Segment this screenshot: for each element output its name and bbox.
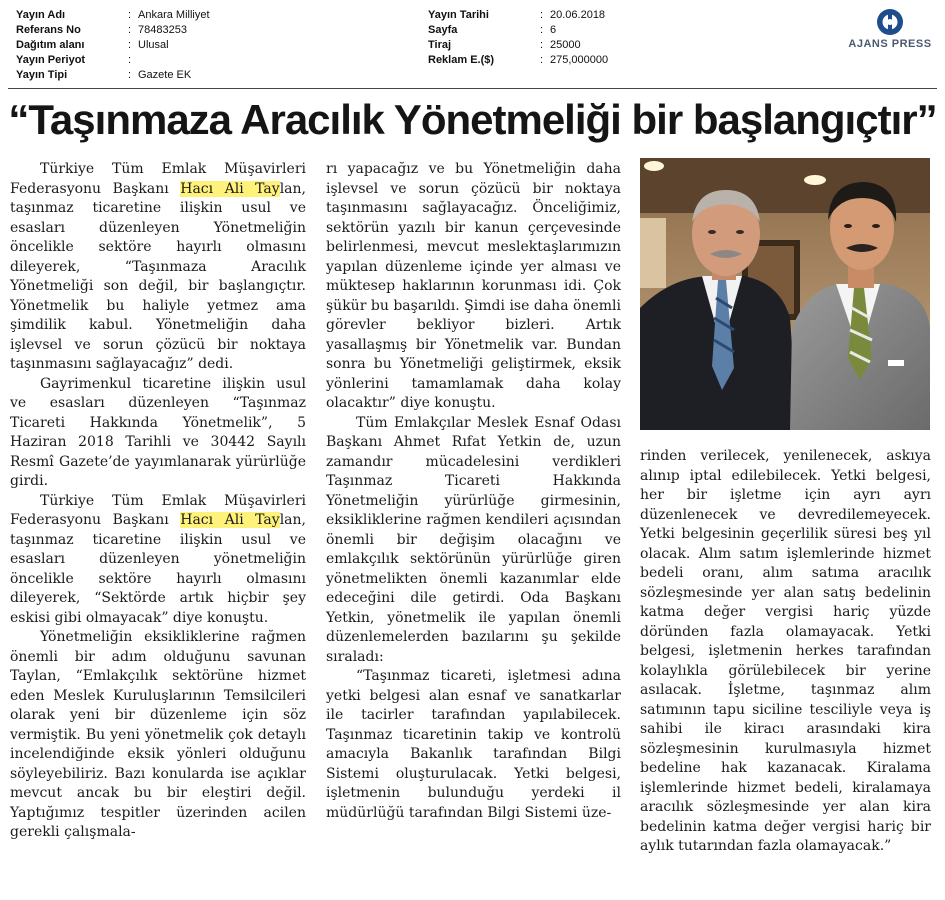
paragraph: Gayrimenkul ticaretine ilişkin usul ve esasları düzenleyen “Taşınmaz Ticareti Hakkında Yönetmelik”, 5 Haziran 2018 Tarihli ve 30442 Sayılı Resmî Gazete’de yayımlanarak yürürlüğe girdi. [10,375,306,489]
paragraph: rinden verilecek, yenilenecek, askıya alınıp iptal edilebilecek. Yetki belgesi, her bir işletme için ayrı ayrı düzenlenecek ve devredilemeyecek. Yetki belgesinin geçerlilik süresi beş yıl olacak. Alım satım işlemlerinde hizmet bedeli oranı, alım satıma aracılık sözleşmesinde yer alan satış bedelinin katma değer vergisi hariç yüzde döründen fazla olamayacak. Yetki belgesi, işletmenin herkes tarafından kolaylıkla görülebilecek bir yerine asılacak. İşletme, taşınmaz alım satımının tapu siciline tesciliyle veya iş sahibi ile kiracı arasındaki kira sözleşmesinin kurulmasıyla hizmet bedeline hak kazanacak. Kiralama işlemlerinde hizmet bedeli, kiralamaya aracılık sözleşmesinde yer alan kira bedelinin katma değer vergisi hariç bir aylık tutarından fazla olamayacak.” [640,448,931,854]
paragraph: Türkiye Tüm Emlak Müşavirleri Federasyonu Başkanı Hacı Ali Taylan, taşınmaz ticaretine ilişkin usul ve esasları düzenleyen yönetmeliğin öncelikle sektöre hayırlı olmasını dileyerek, “Sektörde artık hiçbir şey eskisi gibi olmayacak” diye konuştu. [10,492,306,626]
ajans-press-logo [840,8,940,54]
meta-row-period: Yayın Periyot : [16,54,132,66]
paragraph: Yönetmeliğin eksikliklerine rağmen önemli bir adım olduğunu savunan Taylan, “Emlakçılık sektörüne hizmet eden Meslek Kuruluşlarının Temsilcileri olarak yeni bir düzenleme için söz vermiştik. Bu yeni yönetmelik çok detaylı incelendiğinde eksik yönleri olduğunu söyleyebiliriz. Bazı konularda ise açıklar mevcut ancak bu bir eleştiri değil. Yaptığımız tespitler üzerinden acilen gerekli çalışmala- [10,629,306,840]
paragraph: Tüm Emlakçılar Meslek Esnaf Odası Başkanı Ahmet Rıfat Yetkin de, uzun zamandır mücadelesini verdikleri Taşınmaz Ticareti Hakkında Yönetmeliğin yürürlüğe girmesinin, eksikliklerine rağmen kendileri açısından önemli bir değişim olacağını ve emlakçılık sektörünün yürürlüğe giren yönetmelikten önemli kazanımlar elde edeceğini dile getirdi. Oda Başkanı Yetkin, yönetmelik ile yapılan önemli düzenlemelerden bazılarını şu şekilde sıraladı: [326,414,621,665]
paragraph: “Taşınmaz ticareti, işletmesi adına yetki belgesi alan esnaf ve sanatkarlar ile tacirler tarafından yapılabilecek. Taşınmaz ticaretinin takip ve kontrolü amacıyla Bakanlık tarafından Bilgi Sistemi oluşturulacak. Yetki belgesi, işletmenin bulunduğu yerdeki il müdürlüğü tarafından Bilgi Sistemi üze- [326,668,621,821]
meta-row-publication-type: Yayın Tipi : Gazete EK [16,69,192,81]
ajans-press-logo-icon [876,8,904,36]
meta-row-page: Sayfa : 6 [428,24,557,36]
logo-text: AJANS PRESS [848,38,932,50]
article-headline: “Taşınmaza Aracılık Yönetmeliği bir başlangıçtır” [8,96,937,143]
two-men-portrait-image [640,158,930,430]
meta-row-publication-date: Yayın Tarihi : 20.06.2018 [428,9,606,21]
header-divider [8,88,937,89]
publication-meta [10,8,935,86]
highlighted-name: Hacı Ali Tay [180,512,280,528]
meta-row-circulation: Tiraj : 25000 [428,39,581,51]
meta-right-column [428,8,608,68]
article-column-1 [10,160,306,843]
meta-left-column [16,8,210,83]
article-photo [640,158,930,430]
paragraph: Türkiye Tüm Emlak Müşavirleri Federasyonu Başkanı Hacı Ali Taylan, taşınmaz ticaretine ilişkin usul ve esasları düzenleyen Yönetmeliğin öncelikle sektöre hayırlı olmasını dileyerek, “Taşınmaza Aracılık Yönetmeliği son değil, bir başlangıçtır. Yönetmelik bu haliyle yetmez ama şimdilik kabul. Yönetmeliğin daha işlevsel ve sorun çözücü bir noktaya taşınmasını sağlayacağız” dedi. [10,161,306,372]
meta-row-distribution: Dağıtım alanı : Ulusal [16,39,169,51]
highlighted-name: Hacı Ali Tay [180,180,280,197]
meta-row-ad-value: Reklam E.($) : 275,000000 [428,54,609,66]
article-column-3 [640,447,931,857]
meta-row-reference-no: Referans No : 78483253 [16,24,187,36]
article-column-2 [326,160,621,823]
meta-row-publication-name: Yayın Adı : Ankara Milliyet [16,9,210,21]
paragraph: rı yapacağız ve bu Yönetmeliğin daha işlevsel ve sorun çözücü bir noktaya taşınmasını sağlayacağız. Önceliğimiz, sektörün yazılı bir kanun çerçevesinde belirlenmesi, mevcut meslektaşlarımızın yapılan düzenleme içinde yer alması ve müktesep haklarının korunması idi. Çok şükür bu başarıldı. Şimdi ise daha önemli görevler bekliyor bizleri. Artık yasallaşmış bir Yönetmelik var. Bundan sonra bu Yönetmeliği geliştirmek, eksik yönlerini tamamlamak daha kolay olacaktır” diye konuştu. [326,161,621,411]
